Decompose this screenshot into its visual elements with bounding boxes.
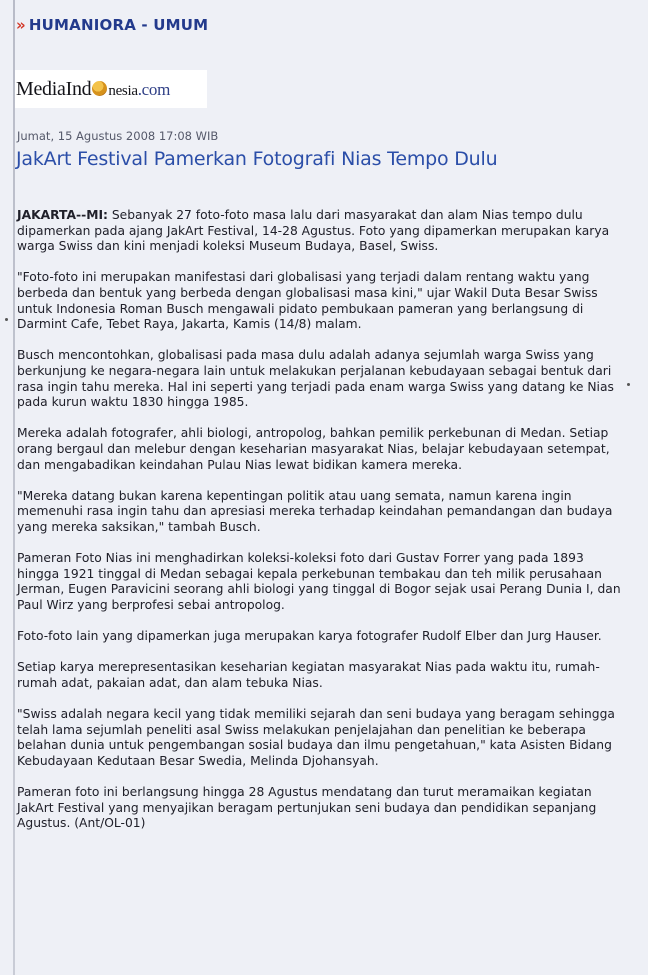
article-title: JakArt Festival Pamerkan Fotografi Nias Tempo Dulu	[16, 148, 498, 170]
article-body	[17, 208, 629, 847]
article-paragraph: "Mereka datang bukan karena kepentingan politik atau uang semata, namun karena ingin memenuhi rasa ingin tahu dan apresiasi mereka terhadap keindahan pemandangan dan budaya yang mereka saksikan," tambah Busch.	[17, 488, 613, 534]
dateline: JAKARTA--MI:	[17, 208, 108, 222]
article-paragraph: Foto-foto lain yang dipamerkan juga merupakan karya fotografer Rudolf Elber dan Jurg Hauser.	[17, 629, 602, 644]
article-date: Jumat, 15 Agustus 2008 17:08 WIB	[17, 129, 219, 143]
scan-speck	[5, 318, 8, 321]
logo-text: MediaInd nesia.com	[16, 78, 171, 100]
scan-edge	[13, 0, 15, 975]
section-header[interactable]	[16, 16, 208, 34]
article-paragraph: Mereka adalah fotografer, ahli biologi, antropolog, bahkan pemilik perkebunan di Medan. Setiap orang bergaul dan melebur dengan keseharian masyarakat Nias, belajar kebudayaan setempat, dan mengabadikan keindahan Pulau Nias lewat bidikan kamera mereka.	[17, 426, 610, 472]
article-paragraph: "Swiss adalah negara kecil yang tidak memiliki sejarah dan seni budaya yang beragam sehingga telah lama sejumlah peneliti asal Swiss melakukan penjelajahan dan penelitian ke beberapa belahan dunia untuk pengembangan sosial budaya dan ilmu pengetahuan," kata Asisten Bidang Kebudayaan Kedutaan Besar Swedia, Melinda Djohansyah.	[17, 707, 615, 768]
article-paragraph: "Foto-foto ini merupakan manifestasi dari globalisasi yang terjadi dalam rentang waktu yang berbeda dan bentuk yang berbeda dengan globalisasi masa kini," ujar Wakil Duta Besar Swiss untuk Indonesia Roman Busch mengawali pidato pembukaan pameran yang berlangsung di Darmint Cafe, Tebet Raya, Jakarta, Kamis (14/8) malam.	[17, 270, 598, 332]
article-paragraph: Setiap karya merepresentasikan keseharian kegiatan masyarakat Nias pada waktu itu, rumah-rumah adat, pakaian adat, dan alam tebuka Nias.	[17, 660, 600, 690]
section-label: HUMANIORA - UMUM	[28, 16, 209, 34]
scan-speck	[627, 383, 630, 386]
site-logo[interactable]	[15, 70, 207, 108]
article-paragraph: Pameran Foto Nias ini menghadirkan koleksi-koleksi foto dari Gustav Forrer yang pada 1893 hingga 1921 tinggal di Medan sebagai kepala perkebunan tembakau dan teh milik perusahaan Jerman, Eugen Paravicini seorang ahli biologi yang tinggal di Bogor sejak usai Perang Dunia I, dan Paul Wirz yang berprofesi sebai antropolog.	[17, 551, 621, 612]
article-paragraph: Pameran foto ini berlangsung hingga 28 Agustus mendatang dan turut meramaikan kegiatan JakArt Festival yang menyajikan beragam pertunjukan seni budaya dan pendidikan sepanjang Agustus. (Ant/OL-01)	[17, 784, 597, 831]
article-paragraph: JAKARTA--MI: Sebanyak 27 foto-foto masa lalu dari masyarakat dan alam Nias tempo dulu dipamerkan pada ajang JakArt Festival, 14-28 Agustus. Foto yang dipamerkan merupakan karya warga Swiss dan kini menjadi koleksi Museum Budaya, Basel, Swiss.	[17, 208, 610, 254]
double-chevron-icon: »	[16, 16, 26, 34]
globe-icon	[92, 81, 107, 96]
article-paragraph: Busch mencontohkan, globalisasi pada masa dulu adalah adanya sejumlah warga Swiss yang berkunjung ke negara-negara lain untuk melakukan perjalanan kebudayaan sebagai bentuk dari rasa ingin tahu mereka. Hal ini seperti yang terjadi pada enam warga Swiss yang datang ke Nias pada kurun waktu 1830 hingga 1985.	[17, 348, 614, 410]
